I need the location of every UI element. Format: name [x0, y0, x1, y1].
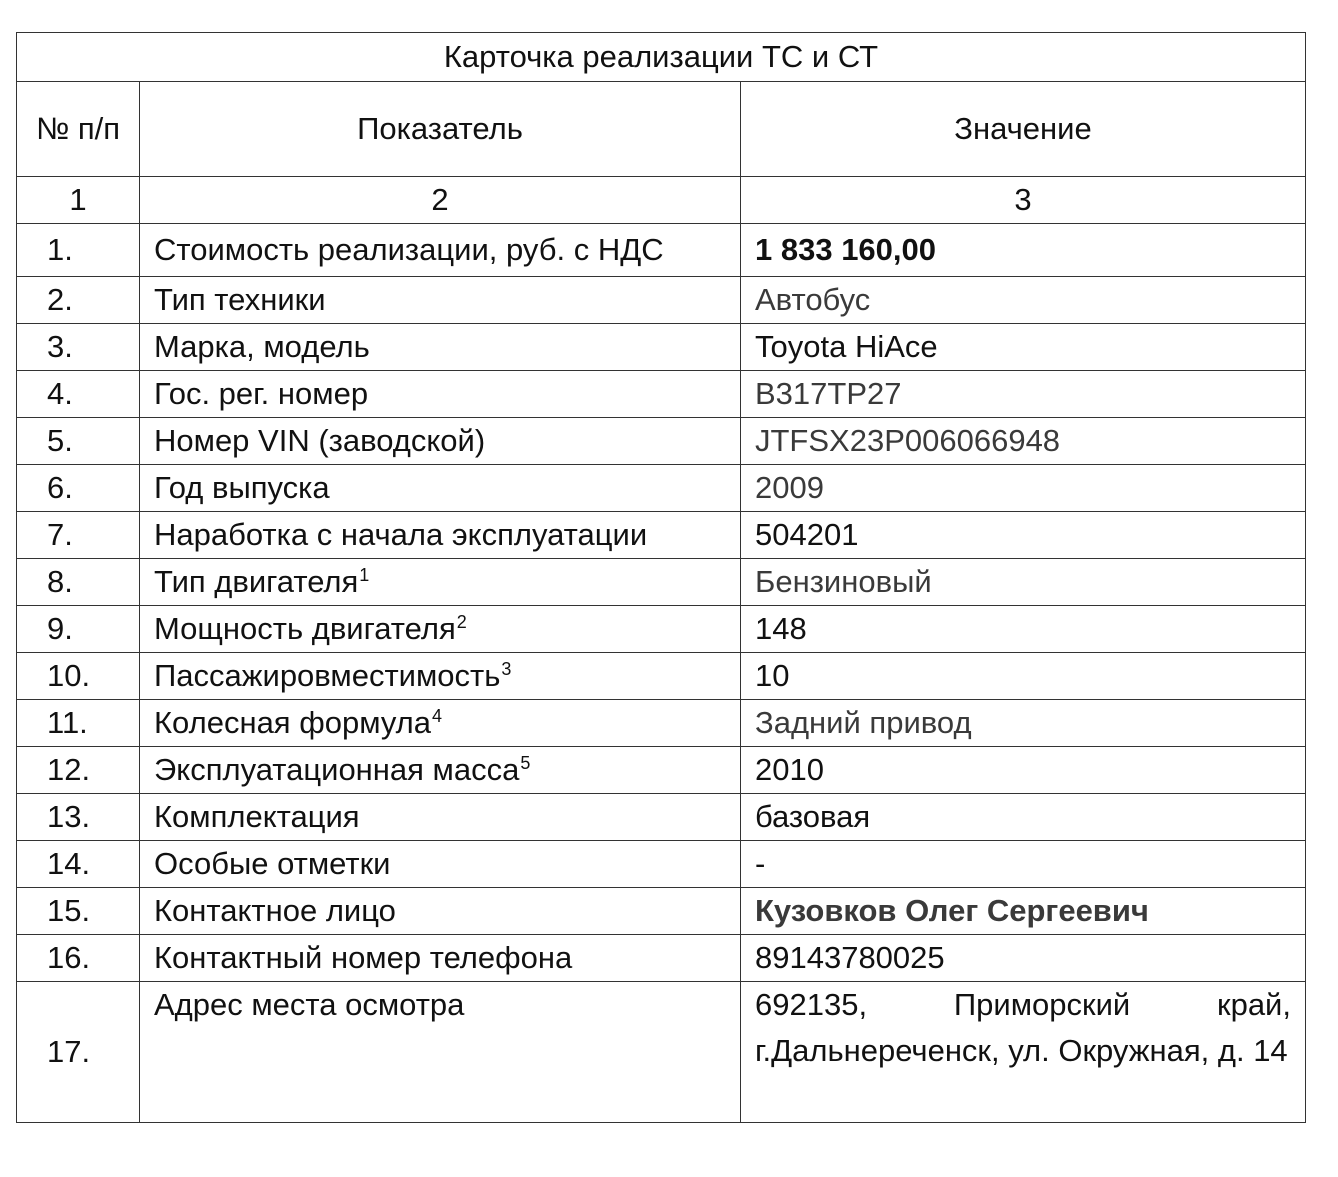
row-label — [140, 888, 741, 935]
table-row — [17, 982, 1306, 1123]
row-value: JTFSX23P006066948 — [741, 418, 1306, 465]
label-text: Колесная формула — [154, 705, 432, 740]
label-text: Эксплуатационная масса — [154, 752, 520, 787]
label-text: Наработка с начала эксплуатации — [154, 517, 648, 552]
row-label — [140, 653, 741, 700]
row-label — [140, 465, 741, 512]
row-value: 2010 — [741, 747, 1306, 794]
table-row — [17, 465, 1306, 512]
row-label — [140, 606, 741, 653]
label-text: Марка, модель — [154, 329, 370, 364]
table-title: Карточка реализации ТС и СТ — [17, 33, 1306, 82]
row-number: 17. — [17, 982, 140, 1123]
table-row — [17, 512, 1306, 559]
row-label — [140, 512, 741, 559]
row-label — [140, 700, 741, 747]
row-number: 9. — [17, 606, 140, 653]
footnote-marker: 1 — [359, 564, 370, 585]
label-text: Контактное лицо — [154, 893, 396, 928]
footnote-marker: 3 — [501, 658, 512, 679]
label-text: Контактный номер телефона — [154, 940, 573, 975]
label-text: Стоимость реализации, руб. с НДС — [154, 232, 664, 267]
row-number: 12. — [17, 747, 140, 794]
label-text: Мощность двигателя — [154, 611, 456, 646]
table-header-row — [17, 82, 1306, 177]
row-value: 2009 — [741, 465, 1306, 512]
row-number: 14. — [17, 841, 140, 888]
table-title-row — [17, 33, 1306, 82]
row-number: 3. — [17, 324, 140, 371]
table-row — [17, 700, 1306, 747]
row-number: 4. — [17, 371, 140, 418]
row-number: 7. — [17, 512, 140, 559]
label-text: Комплектация — [154, 799, 360, 834]
row-number: 16. — [17, 935, 140, 982]
table-row — [17, 224, 1306, 277]
row-value: В317ТР27 — [741, 371, 1306, 418]
label-text: Гос. рег. номер — [154, 376, 369, 411]
row-label — [140, 841, 741, 888]
table-row — [17, 888, 1306, 935]
column-number: 1 — [17, 177, 140, 224]
column-number: 2 — [140, 177, 741, 224]
label-text: Номер VIN (заводской) — [154, 423, 486, 458]
header-indicator: Показатель — [140, 82, 741, 177]
realization-card-table — [16, 32, 1306, 1123]
row-number: 6. — [17, 465, 140, 512]
row-value: Toyota HiAce — [741, 324, 1306, 371]
row-label — [140, 371, 741, 418]
table-row — [17, 606, 1306, 653]
row-label — [140, 794, 741, 841]
row-value: 89143780025 — [741, 935, 1306, 982]
row-value-contact-person: Кузовков Олег Сергеевич — [741, 888, 1306, 935]
row-number: 11. — [17, 700, 140, 747]
table-row — [17, 747, 1306, 794]
row-number: 8. — [17, 559, 140, 606]
row-value: 10 — [741, 653, 1306, 700]
row-label — [140, 747, 741, 794]
row-number: 5. — [17, 418, 140, 465]
row-value: - — [741, 841, 1306, 888]
table-row — [17, 559, 1306, 606]
column-number: 3 — [741, 177, 1306, 224]
table-row — [17, 371, 1306, 418]
row-value: Задний привод — [741, 700, 1306, 747]
row-value-price: 1 833 160,00 — [741, 224, 1306, 277]
row-number: 1. — [17, 224, 140, 277]
label-text: Адрес места осмотра — [154, 987, 465, 1022]
row-label — [140, 277, 741, 324]
row-number: 2. — [17, 277, 140, 324]
label-text: Тип двигателя — [154, 564, 359, 599]
table-row — [17, 841, 1306, 888]
column-numbers-row — [17, 177, 1306, 224]
footnote-marker: 5 — [520, 752, 531, 773]
row-value: Бензиновый — [741, 559, 1306, 606]
row-label — [140, 418, 741, 465]
table-row — [17, 935, 1306, 982]
header-value: Значение — [741, 82, 1306, 177]
header-num: № п/п — [17, 82, 140, 177]
row-number: 13. — [17, 794, 140, 841]
table-row — [17, 277, 1306, 324]
table-row — [17, 653, 1306, 700]
row-number: 15. — [17, 888, 140, 935]
label-text: Год выпуска — [154, 470, 330, 505]
row-label — [140, 982, 741, 1123]
row-value: Автобус — [741, 277, 1306, 324]
row-label — [140, 324, 741, 371]
footnote-marker: 2 — [456, 611, 467, 632]
table-row — [17, 794, 1306, 841]
label-text: Особые отметки — [154, 846, 391, 881]
footnote-marker: 4 — [432, 705, 443, 726]
row-value: базовая — [741, 794, 1306, 841]
row-label — [140, 559, 741, 606]
row-label — [140, 935, 741, 982]
row-label — [140, 224, 741, 277]
row-value: 504201 — [741, 512, 1306, 559]
table-row — [17, 324, 1306, 371]
row-value: 148 — [741, 606, 1306, 653]
label-text: Тип техники — [154, 282, 326, 317]
table-row — [17, 418, 1306, 465]
row-number: 10. — [17, 653, 140, 700]
row-value-address: 692135, Приморский край, г.Дальнереченск, ул. Окружная, д. 14 — [741, 982, 1306, 1123]
label-text: Пассажировместимость — [154, 658, 501, 693]
